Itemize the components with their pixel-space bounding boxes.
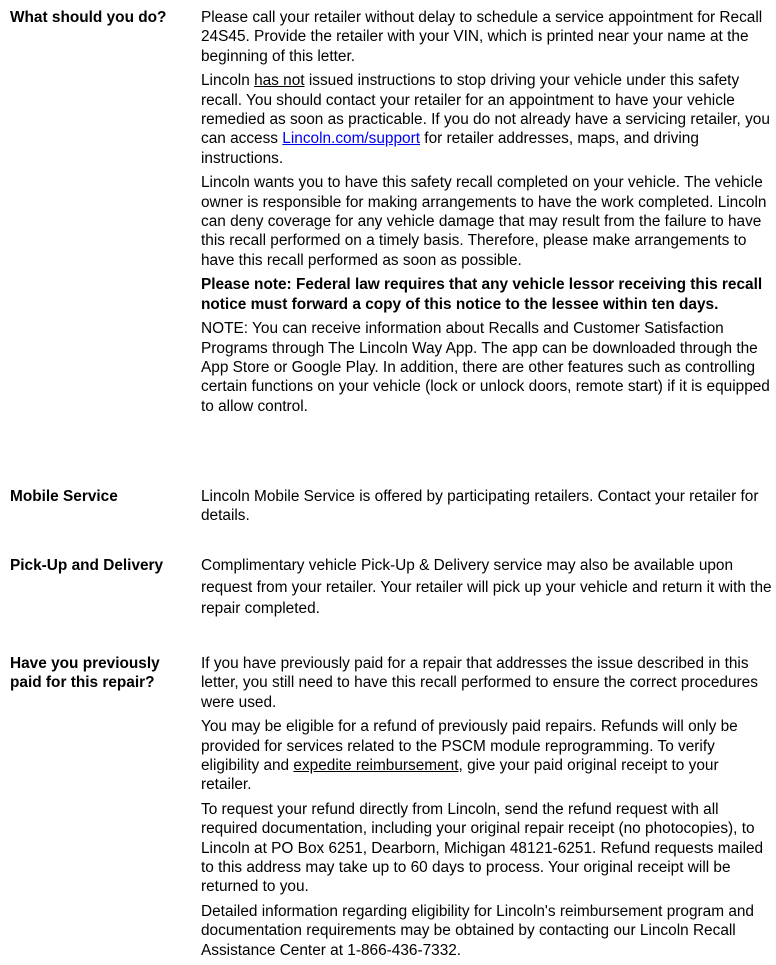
paragraph-refund-eligibility [201, 717, 773, 795]
text-segment: You may be eligible for a refund of previously paid repairs. Refunds will only be provided for services related to the PSCM module reprogramming. To verify eligibility and [201, 718, 738, 775]
paragraph-has-not-issued [201, 71, 773, 168]
section-label-previously-paid [10, 654, 190, 693]
text-segment: for retailer addresses, maps, and driving instructions. [201, 130, 699, 167]
section-previously-paid [201, 654, 773, 965]
underlined-expedite-reimbursement: expedite reimbursement [293, 757, 459, 775]
paragraph-lincoln-way-app-note: NOTE: You can receive information about Recalls and Customer Satisfaction Programs through The Lincoln Way App. The app can be downloaded through the App Store or Google Play. In addition, there are other features such as controlling certain functions on your vehicle (lock or unlock doors, remote start) if it is equipped to allow control. [201, 320, 770, 415]
section-label-mobile-service: Mobile Service [10, 488, 118, 505]
label-line: paid for this repair? [10, 674, 155, 692]
paragraph-mobile-service: Lincoln Mobile Service is offered by participating retailers. Contact your retailer for details. [201, 488, 759, 525]
label-line: Have you previously [10, 655, 160, 672]
text-segment: , give your paid original receipt to your retailer. [201, 757, 719, 794]
text-segment: issued instructions to stop driving your vehicle under this safety recall. You should contact your retailer for an appointment to have your vehicle remedied as soon as practicable. If you do not already have a servicing retailer, you can access [201, 72, 770, 148]
underlined-has-not: has not [254, 72, 305, 90]
paragraph-still-need-recall: If you have previously paid for a repair that addresses the issue described in this letter, you still need to have this recall performed to ensure the correct procedures were used. [201, 655, 758, 711]
paragraph-reimbursement-contact: Detailed information regarding eligibility for Lincoln's reimbursement program and documentation requirements may be obtained by contacting our Lincoln Recall Assistance Center at 1-866-436-7332. [201, 902, 754, 959]
paragraph-complete-recall: Lincoln wants you to have this safety recall completed on your vehicle. The vehicle owner is responsible for making arrangements to have the work completed. Lincoln can deny coverage for any vehicle damage that may result from the failure to have this recall performed on a timely basis. Therefore, please make arrangements to have this recall performed as soon as possible. [201, 174, 767, 269]
section-mobile-service [201, 487, 773, 531]
paragraph-refund-request-address: To request your refund directly from Lincoln, send the refund request with all required documentation, including your original repair receipt (no photocopies), to Lincoln at PO Box 6251, Dearborn, Michigan 48121-6251. Refund requests mailed to this address may take up to 60 days to process. Your original receipt will be returned to you. [201, 800, 764, 896]
paragraph-federal-law-note: Please note: Federal law requires that any vehicle lessor receiving this recall notice must forward a copy of this notice to the lessee within ten days. [201, 276, 763, 313]
section-what-should-you-do [201, 8, 773, 421]
section-label-what-should-you-do: What should you do? [10, 9, 167, 26]
section-pickup-delivery [201, 555, 773, 625]
text-segment: Lincoln [201, 72, 255, 90]
paragraph-pickup-delivery: Complimentary vehicle Pick-Up & Delivery service may also be available upon request from your retailer. Your retailer will pick up your vehicle and return it with the repair completed. [201, 557, 772, 617]
section-label-pickup-delivery: Pick-Up and Delivery [10, 557, 164, 574]
lincoln-support-link[interactable]: Lincoln.com/support [282, 130, 421, 148]
paragraph-schedule-appointment: Please call your retailer without delay to schedule a service appointment for Recall 24S45. Provide the retailer with your VIN, which is printed near your name at the beginning of this letter. [201, 9, 763, 65]
